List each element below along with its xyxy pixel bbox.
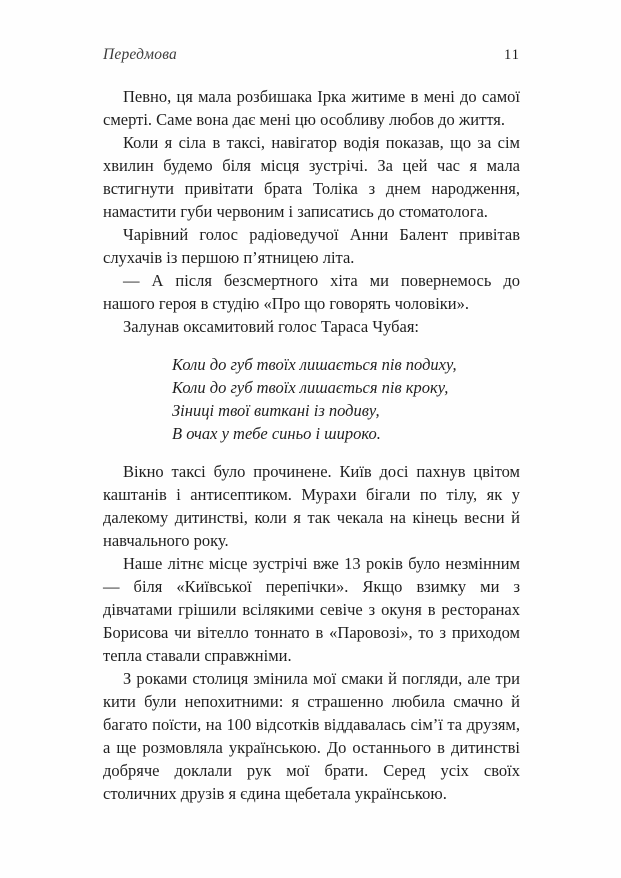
page-body [103, 85, 520, 805]
running-title: Передмова [103, 46, 177, 63]
page-number: 11 [504, 47, 520, 63]
paragraph-6: Вікно таксі було прочинене. Київ досі пахнув цвітом каштанів і антисептиком. Мурахи бігали по тілу, як у далекому дитинстві, коли я так чекала на кінець весни й навчального року. [103, 462, 520, 550]
paragraph-4-dialogue: — А після безсмертного хіта ми повернемось до нашого героя в студію «Про що говорять чоловіки». [103, 271, 520, 313]
poem-block [172, 353, 520, 445]
paragraph-2: Коли я сіла в таксі, навігатор водія показав, що за сім хвилин будемо біля місця зустрічі. За цей час я мала встигнути привітати брата Толіка з днем народження, намастити губи червоним і записатись до стоматолога. [103, 133, 520, 221]
poem-line-2: Коли до губ твоїх лишається пів кроку, [172, 378, 449, 397]
poem-line-4: В очах у тебе синьо і широко. [172, 424, 381, 443]
paragraph-3: Чарівний голос радіоведучої Анни Балент привітав слухачів із першою п’ятницею літа. [103, 225, 520, 267]
poem-line-1: Коли до губ твоїх лишається пів подиху, [172, 355, 457, 374]
paragraph-8: З роками столиця змінила мої смаки й погляди, але три кити були непохитними: я страшенно любила смачно й багато поїсти, на 100 відсотків віддавалась сім’ї та друзям, а ще розмовляла українською. До останнього в дитинстві добряче доклали рук мої брати. Серед усіх своїх столичних друзів я єдина щебетала українською. [103, 669, 520, 803]
paragraph-1: Певно, ця мала розбишака Ірка житиме в мені до самої смерті. Саме вона дає мені цю особливу любов до життя. [103, 87, 520, 129]
page-header [103, 46, 520, 64]
poem-line-3: Зіниці твої виткані із подиву, [172, 401, 380, 420]
paragraph-7: Наше літнє місце зустрічі вже 13 років було незмінним — біля «Київської перепічки». Якщо взимку ми з дівчатами грішили всілякими севіче з окуня в ресторанах Борисова чи вітелло тоннато в «Паровозі», то з приходом тепла ставали справжніми. [103, 554, 520, 665]
paragraph-5: Залунав оксамитовий голос Тараса Чубая: [123, 317, 420, 336]
